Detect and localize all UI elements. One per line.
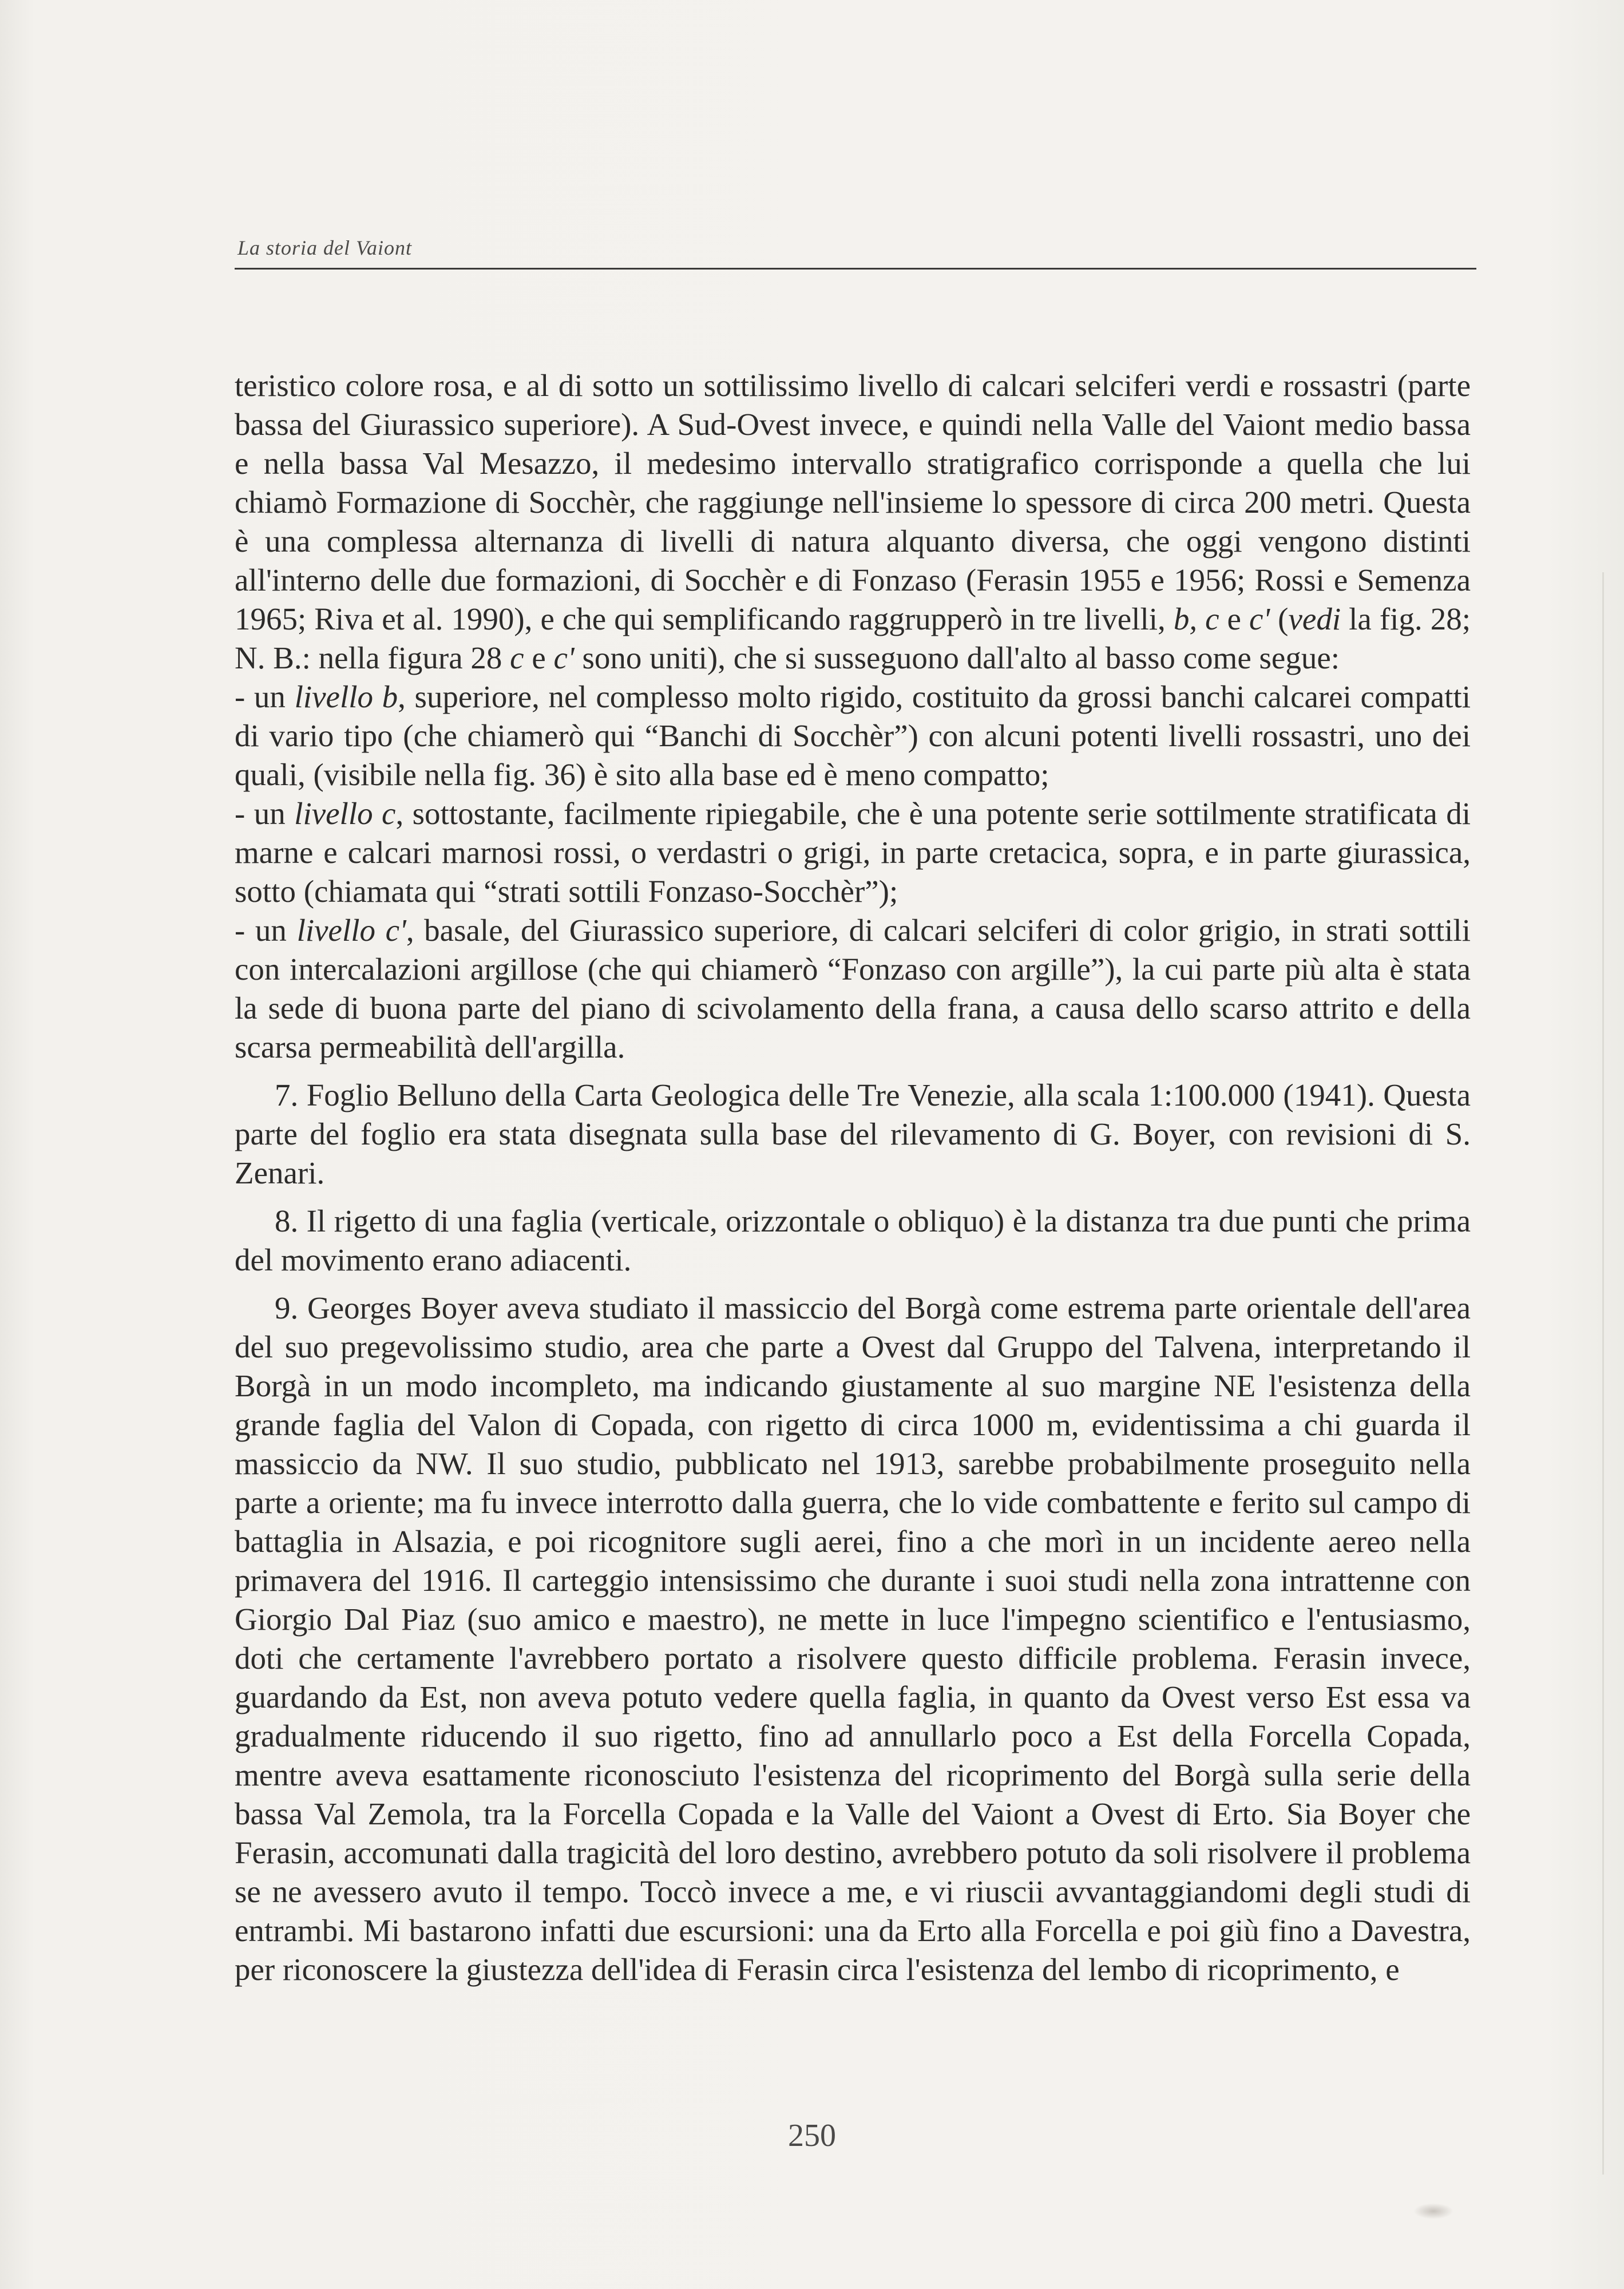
running-head: La storia del Vaiont [237, 236, 413, 259]
paragraph-text: e [1219, 601, 1249, 636]
note-7: 7. Foglio Belluno della Carta Geologica delle Tre Venezie, alla scala 1:100.000 (1941). Questa parte del foglio era stata disegnata sulla base del rilevamento di G. Boyer, con revisioni di S. Zenari. [235, 1078, 1471, 1190]
list-item-level-c [235, 794, 1471, 911]
paragraph-text: la fig. 28; N. B.: nella figura 28 [235, 601, 1471, 675]
level-label: livello b [294, 679, 398, 714]
note-9: 9. Georges Boyer aveva studiato il massiccio del Borgà come estrema parte orientale dell'area del suo pregevolissimo studio, area che parte a Ovest dal Gruppo del Talvena, interpretando il Borgà in un modo incompleto, ma indicando giustamente al suo margine NE l'esistenza della grande faglia del Valon di Copada, con rigetto di circa 1000 m, evidentissima a chi guarda il massiccio da NW. Il suo studio, pubblicato nel 1913, sarebbe probabilmente proseguito nella parte a oriente; ma fu invece interrotto dalla guerra, che lo vide combattente e ferito sul campo di battaglia in Alsazia, e poi ricognitore sugli aerei, fino a che morì in un incidente aereo nella primavera del 1916. Il carteggio intensissimo che durante i suoi studi nella zona intrattenne con Giorgio Dal Piaz (suo amico e maestro), ne mette in luce l'impegno scientifico e l'entusiasmo, doti che certamente l'avrebbero portato a risolvere questo difficile problema. Ferasin invece, guardando da Est, non aveva potuto vedere quella faglia, in quanto da Ovest verso Est essa va gradualmente riducendo il suo rigetto, fino ad annullarlo poco a Est della Forcella Copada, mentre aveva esattamente riconosciuto l'esistenza del ricoprimento del Borgà sulla serie della bassa Val Zemola, tra la Forcella Copada e la Valle del Vaiont a Ovest di Erto. Sia Boyer che Ferasin, accomunati dalla tragicità del loro destino, avrebbero potuto da soli risolvere il problema se ne avessero avuto il tempo. Toccò invece a me, e vi riuscii avvantaggiandomi degli studi di entrambi. Mi bastarono infatti due escursioni: una da Erto alla Forcella e poi giù fino a Davestra, per riconoscere la giustezza dell'idea di Ferasin circa l'esistenza del lembo di ricoprimento, e [235, 1290, 1471, 1987]
see-reference: vedi [1288, 601, 1341, 636]
list-dash: - un [235, 913, 297, 948]
list-item-text: , superiore, nel complesso molto rigido, costituito da grossi banchi calcarei compatti di vario tipo (che chiamerò qui “Banchi di Socchèr”) con alcuni potenti livelli rossastri, uno dei quali, (visibile nella fig. 36) è sito alla base ed è meno compatto; [235, 679, 1471, 792]
note-8: 8. Il rigetto di una faglia (verticale, orizzontale o obliquo) è la distanza tra due punti che prima del movimento erano adiacenti. [235, 1203, 1471, 1277]
level-label: c [510, 640, 524, 675]
body-text [235, 366, 1471, 1989]
level-label: c' [1249, 601, 1270, 636]
paragraph-continued [235, 366, 1471, 678]
paragraph-text: ( [1270, 601, 1289, 636]
list-item-level-b [235, 678, 1471, 794]
paragraph-text: sono uniti), che si susseguono dall'alto al basso come segue: [574, 640, 1340, 675]
level-label: c' [553, 640, 575, 675]
page-number: 250 [788, 2118, 836, 2153]
level-label: livello c [294, 796, 396, 831]
level-label: livello c' [296, 913, 406, 948]
list-item-text: , basale, del Giurassico superiore, di calcari selciferi di color grigio, in strati sottili con intercalazioni argillose (che qui chiamerò “Fonzaso con argille”), la cui parte più alta è stata la sede di buona parte del piano di scivolamento della frana, a causa dello scarso attrito e della scarsa permeabilità dell'argilla. [235, 913, 1471, 1064]
list-dash: - un [235, 796, 295, 831]
scan-smudge [1413, 2203, 1453, 2219]
paragraph-text: e [524, 640, 554, 675]
list-item-text: , sottostante, facilmente ripiegabile, che è una potente serie sottilmente stratificata di marne e calcari marnosi rossi, o verdastri o grigi, in parte cretacica, sopra, e in parte giurassica, sotto (chiamata qui “strati sottili Fonzaso-Socchèr”); [235, 796, 1471, 909]
list-dash: - un [235, 679, 295, 714]
page-edge-shadow [1602, 572, 1604, 2175]
level-label: b, c [1173, 601, 1219, 636]
header-rule [235, 268, 1476, 270]
paragraph-text: teristico colore rosa, e al di sotto un sottilissimo livello di calcari selciferi verdi e rossastri (parte bassa del Giurassico superiore). A Sud-Ovest invece, e quindi nella Valle del Vaiont medio bassa e nella bassa Val Mesazzo, il medesimo intervallo stratigrafico corrisponde a quella che lui chiamò Formazione di Socchèr, che raggiunge nell'insieme lo spessore di circa 200 metri. Questa è una complessa alternanza di livelli di natura alquanto diversa, che oggi vengono distinti all'interno delle due formazioni, di Socchèr e di Fonzaso (Ferasin 1955 e 1956; Rossi e Semenza 1965; Riva et al. 1990), e che qui semplificando raggrupperò in tre livelli, [235, 368, 1471, 636]
list-item-level-c-prime [235, 911, 1471, 1067]
